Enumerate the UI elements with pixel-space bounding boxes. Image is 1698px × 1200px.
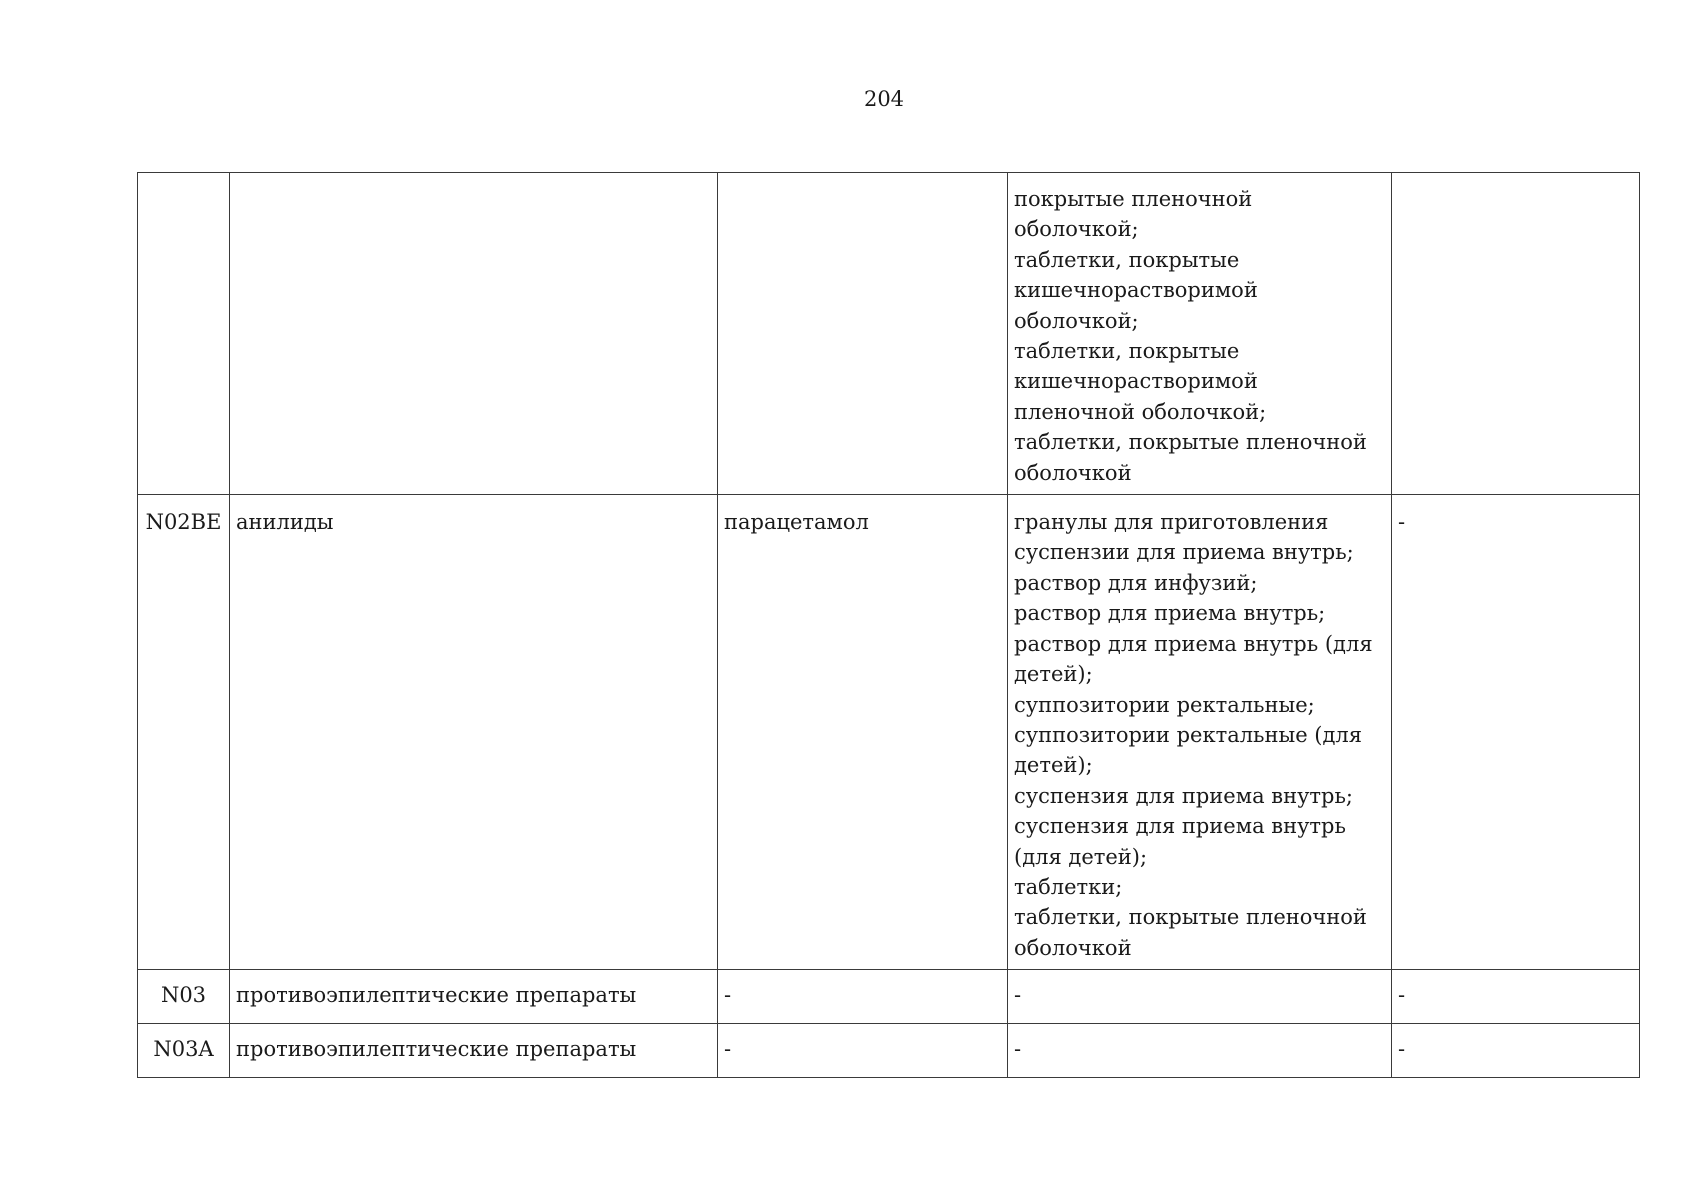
dosage-form-line: таблетки, покрытые — [1014, 247, 1240, 272]
group-cell: анилиды — [230, 495, 718, 970]
dosage-forms-cell — [1008, 173, 1392, 495]
dosage-forms-cell: - — [1008, 970, 1392, 1024]
atc-code-cell: N03 — [138, 970, 230, 1024]
dosage-form-line: таблетки, покрытые — [1014, 339, 1240, 364]
dosage-form-line: раствор для инфузий; — [1014, 570, 1258, 595]
dosage-form-line: суппозитории ректальные; — [1014, 692, 1315, 717]
inn-cell — [718, 173, 1008, 495]
dosage-forms-cell — [1008, 495, 1392, 970]
atc-code-cell: N03A — [138, 1024, 230, 1078]
dosage-form-line: гранулы для приготовления — [1014, 510, 1329, 535]
dosage-form-line: (для детей); — [1014, 844, 1148, 869]
dosage-form-line: суспензия для приема внутрь — [1014, 814, 1346, 839]
drug-table — [137, 172, 1640, 1078]
note-cell — [1392, 173, 1640, 495]
group-cell: противоэпилептические препараты — [230, 970, 718, 1024]
dosage-form-line: таблетки, покрытые пленочной — [1014, 905, 1367, 930]
table-row — [138, 495, 1640, 970]
dosage-form-line: детей); — [1014, 662, 1093, 687]
dosage-form-line: пленочной оболочкой; — [1014, 399, 1267, 424]
atc-code-cell — [138, 173, 230, 495]
dosage-form-line: суспензии для приема внутрь; — [1014, 540, 1354, 565]
group-cell: противоэпилептические препараты — [230, 1024, 718, 1078]
note-cell: - — [1392, 495, 1640, 970]
atc-code-cell: N02BE — [138, 495, 230, 970]
table-row — [138, 1024, 1640, 1078]
table-row — [138, 173, 1640, 495]
dosage-form-line: оболочкой — [1014, 460, 1132, 485]
dosage-form-line: кишечнорастворимой — [1014, 369, 1258, 394]
dosage-forms-list — [1014, 184, 1385, 488]
inn-cell: - — [718, 970, 1008, 1024]
inn-cell: парацетамол — [718, 495, 1008, 970]
dosage-form-line: суспензия для приема внутрь; — [1014, 783, 1354, 808]
dosage-form-line: таблетки; — [1014, 874, 1123, 899]
dosage-form-line: суппозитории ректальные (для — [1014, 722, 1363, 747]
dosage-form-line: кишечнорастворимой — [1014, 278, 1258, 303]
dosage-forms-cell: - — [1008, 1024, 1392, 1078]
dosage-form-line: таблетки, покрытые пленочной — [1014, 430, 1367, 455]
dosage-form-line: покрытые пленочной — [1014, 187, 1253, 211]
dosage-forms-list — [1014, 507, 1385, 963]
note-cell: - — [1392, 1024, 1640, 1078]
note-cell: - — [1392, 970, 1640, 1024]
dosage-form-line: оболочкой — [1014, 935, 1132, 960]
dosage-form-line: детей); — [1014, 753, 1093, 778]
dosage-form-line: оболочкой; — [1014, 217, 1139, 242]
page-number: 204 — [863, 87, 905, 111]
group-cell — [230, 173, 718, 495]
dosage-form-line: раствор для приема внутрь (для — [1014, 631, 1373, 656]
dosage-form-line: оболочкой; — [1014, 308, 1139, 333]
table-row — [138, 970, 1640, 1024]
inn-cell: - — [718, 1024, 1008, 1078]
dosage-form-line: раствор для приема внутрь; — [1014, 601, 1326, 626]
